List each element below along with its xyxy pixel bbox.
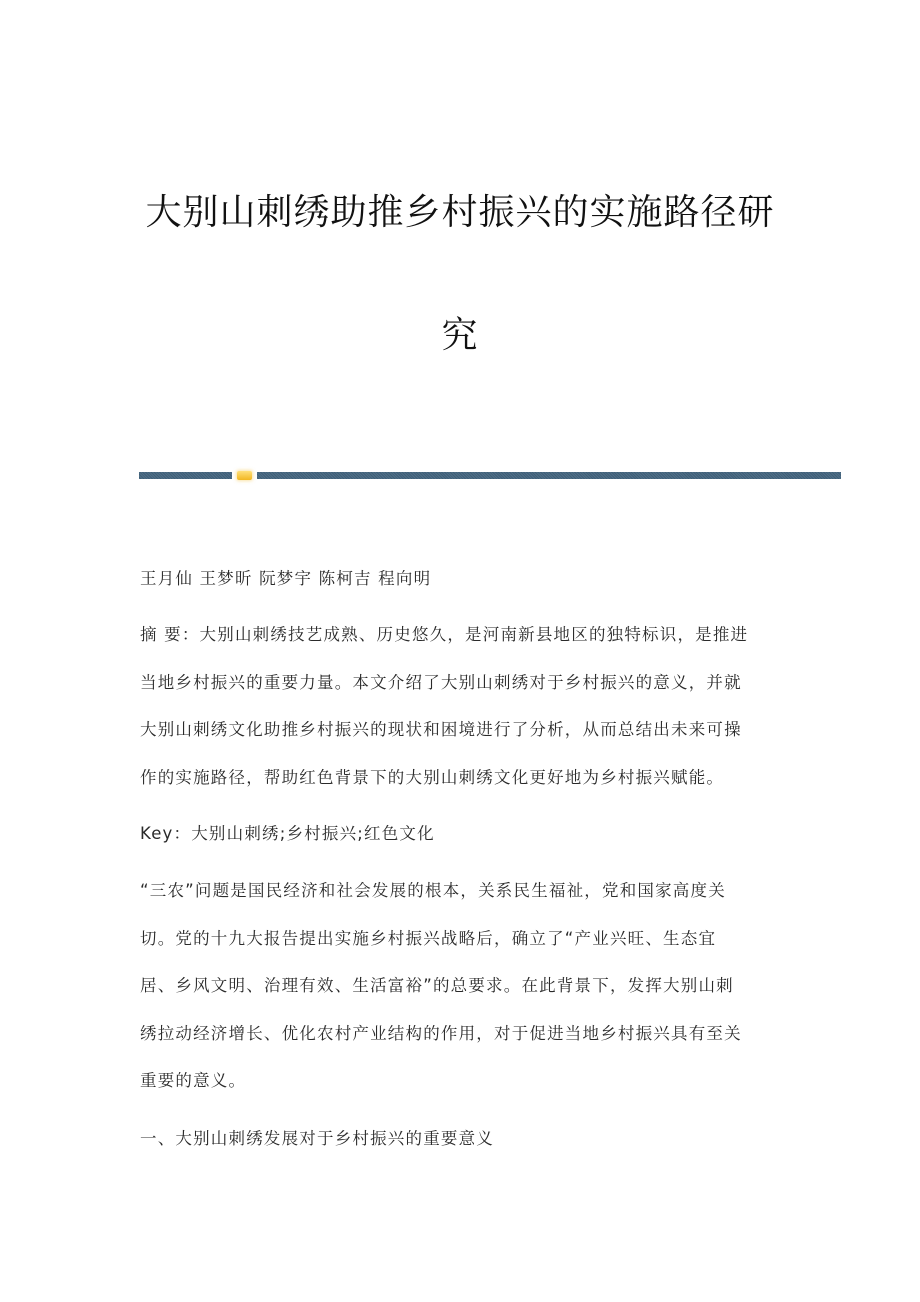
divider-ornament-icon — [237, 471, 252, 480]
intro-line: 切。党的十九大报告提出实施乡村振兴战略后，确立了“产业兴旺、生态宜 — [140, 928, 717, 948]
title-divider — [139, 471, 841, 481]
abstract-line: 大别山刺绣文化助推乡村振兴的现状和困境进行了分析，从而总结出未来可操 — [140, 720, 742, 739]
intro-line: “三农”问题是国民经济和社会发展的根本，关系民生福祉，党和国家高度关 — [140, 881, 726, 900]
abstract-line: 摘 要：大别山刺绣技艺成熟、历史悠久，是河南新县地区的独特标识，是推进 — [140, 625, 749, 644]
authors-text: 王月仙 王梦昕 阮梦宇 陈柯吉 程向明 — [140, 569, 432, 588]
author-list — [140, 555, 785, 602]
document-title-line-1: 大别山刺绣助推乡村振兴的实施路径研 — [145, 192, 775, 233]
divider-bar-right — [257, 472, 841, 479]
divider-bar-left — [139, 472, 232, 479]
section-heading-text: 一、大别山刺绣发展对于乡村振兴的重要意义 — [140, 1129, 494, 1148]
intro-line: 绣拉动经济增长、优化农村产业结构的作用，对于促进当地乡村振兴具有至关 — [140, 1023, 742, 1043]
abstract-line: 作的实施路径，帮助红色背景下的大别山刺绣文化更好地为乡村振兴赋能。 — [140, 767, 725, 787]
keywords-text: Key：大别山刺绣;乡村振兴;红色文化 — [140, 824, 435, 843]
intro-line: 重要的意义。 — [140, 1071, 247, 1090]
abstract-paragraph — [140, 611, 785, 801]
intro-line: 居、乡风文明、治理有效、生活富裕”的总要求。在此背景下，发挥大别山刺 — [140, 976, 734, 995]
abstract-line: 当地乡村振兴的重要力量。本文介绍了大别山刺绣对于乡村振兴的意义，并就 — [140, 672, 742, 692]
keywords — [140, 810, 785, 857]
document-title-line-2: 究 — [441, 315, 479, 356]
section-heading — [140, 1115, 785, 1162]
intro-paragraph — [140, 867, 785, 1105]
